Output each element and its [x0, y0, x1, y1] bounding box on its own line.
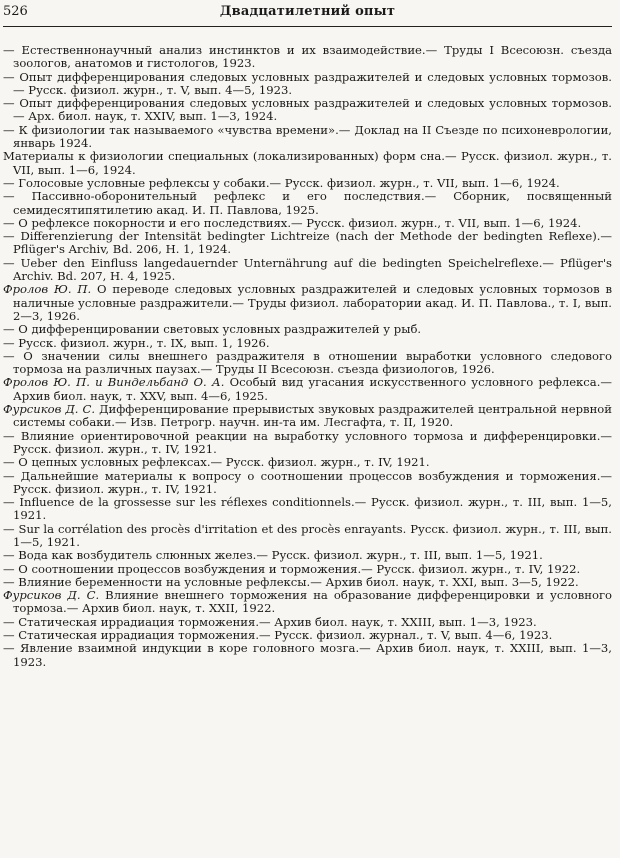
entry-text: — Пассивно-оборонительный рефлекс и его последствия.— Сборник, посвященный семидесятипятилетию акад. И. П. Павлова, 1925. — [3, 189, 612, 217]
bibliography-entry — [3, 430, 612, 457]
entry-text: — Влияние ориентировочной реакции на выработку условного тормоза и дифференцировки.— Русск. физиол. журн., т. IV, 1921. — [3, 428, 612, 456]
running-title: Двадцатилетний опыт — [219, 4, 396, 19]
bibliography-entry — [3, 563, 612, 576]
bibliography-entry — [3, 523, 612, 550]
entry-text: — Differenzierung der Intensität bedingter Lichtreize (nach der Methode der bedingten Reflexe).— Pflüger's Archiv, Bd. 206, H. 1, 1924. — [3, 229, 612, 257]
entry-text: — Статическая иррадиация торможения.— Архив биол. наук, т. XXIII, вып. 1—3, 1923. — [3, 614, 537, 629]
entry-text: — К физиологии так называемого «чувства времени».— Доклад на II Съезде по психоневрологии, январь 1924. — [3, 122, 612, 151]
bibliography-entry — [3, 190, 612, 217]
entry-text: — Influence de la grossesse sur les réflexes conditionnels.— Русск. физиол. журн., т. III, вып. 1—5, 1921. — [3, 495, 612, 523]
bibliography-entry — [3, 44, 612, 71]
bibliography-entry — [3, 150, 612, 177]
bibliography-entry — [3, 97, 612, 124]
bibliography-entry — [3, 350, 612, 377]
entry-text: — О рефлексе покорности и его последствиях.— Русск. физиол. журн., т. VII, вып. 1—6, 1924. — [3, 215, 582, 230]
entry-text: — Русск. физиол. журн., т. IX, вып. 1, 1926. — [3, 335, 270, 350]
entry-text: — О значении силы внешнего раздражителя в отношении выработки условного следового тормоза на различных паузах.— Труды II Всесоюзн. съезда физиологов, 1926. — [3, 348, 612, 377]
bibliography-entry — [3, 576, 612, 589]
bibliography-entry — [3, 376, 612, 403]
entry-text: — Явление взаимной индукции в коре головного мозга.— Архив биол. наук, т. XXIII, вып. 1—3, 1923. — [3, 641, 612, 669]
bibliography-entry — [3, 230, 612, 257]
entry-text: — Статическая иррадиация торможения.— Русск. физиол. журнал., т. V, вып. 4—6, 1923. — [3, 628, 553, 643]
bibliography-entry — [3, 470, 612, 497]
entry-author: Фурсиков Д. С. — [3, 588, 100, 603]
entry-text: О переводе следовых условных раздражителей и следовых условных тормозов в наличные условные раздражители.— Труды физиол. лаборатории акад. И. П. Павлова., т. I, вып. 2—3, 1926. — [13, 282, 612, 323]
bibliography-entry — [3, 629, 612, 642]
entry-text: — Естественнонаучный анализ инстинктов и их взаимодействие.— Труды I Всесоюзн. съезда зоологов, анатомов и гистологов, 1923. — [3, 43, 612, 71]
entry-text: — О цепных условных рефлексах.— Русск. физиол. журн., т. IV, 1921. — [3, 455, 430, 470]
bibliography-entry — [3, 217, 612, 230]
entry-text: — Sur la corrélation des procès d'irritation et des procès enrayants. Русск. физиол. журн., т. III, вып. 1—5, 1921. — [3, 521, 612, 549]
bibliography-entry — [3, 337, 612, 350]
entry-author: Фролов Ю. П. и Виндельбанд О. А. — [3, 375, 225, 390]
bibliography-entry — [3, 589, 612, 616]
entry-text: — Ueber den Einfluss langedauernder Unternährung auf die bedingten Speichelreflexe.— Pflüger's Archiv. Bd. 207, H. 4, 1925. — [3, 255, 612, 284]
bibliography-entry — [3, 71, 612, 98]
bibliography-entry — [3, 642, 612, 669]
bibliography-entry — [3, 496, 612, 523]
bibliography-entry — [3, 177, 612, 190]
page-header — [3, 4, 612, 27]
bibliography-list — [3, 44, 612, 669]
entry-text: — Дальнейшие материалы к вопросу о соотношении процессов возбуждения и торможения.— Русск. физиол. журн., т. IV, 1921. — [3, 468, 612, 496]
entry-text: — Опыт дифференцирования следовых условных раздражителей и следовых условных тормозов.— Арх. биол. наук, т. XXIV, вып. 1—3, 1924. — [3, 96, 612, 124]
bibliography-entry — [3, 283, 612, 323]
entry-author: Фролов Ю. П. — [3, 282, 92, 297]
bibliography-entry — [3, 124, 612, 151]
entry-text: — Голосовые условные рефлексы у собаки.— Русск. физиол. журн., т. VII, вып. 1—6, 1924. — [3, 175, 560, 190]
entry-text: — О соотношении процессов возбуждения и торможения.— Русск. физиол. журн., т. IV, 1922. — [3, 561, 581, 576]
bibliography-entry — [3, 616, 612, 629]
entry-text: Особый вид угасания искусственного условного рефлекса.— Архив биол. наук, т. XXV, вып. 4—6, 1925. — [13, 375, 612, 403]
bibliography-entry — [3, 257, 612, 284]
entry-text: — Вода как возбудитель слюнных желез.— Русск. физиол. журн., т. III, вып. 1—5, 1921. — [3, 548, 543, 563]
entry-text: Материалы к физиологии специальных (локализированных) форм сна.— Русск. физиол. журн., т. VII, вып. 1—6, 1924. — [3, 149, 612, 177]
bibliography-entry — [3, 549, 612, 562]
bibliography-entry — [3, 456, 612, 469]
bibliography-entry — [3, 403, 612, 430]
page-number: 526 — [3, 4, 28, 19]
bibliography-entry — [3, 323, 612, 336]
entry-author: Фурсиков Д. С. — [3, 402, 96, 417]
entry-text: Влияние внешнего торможения на образование дифференцировки и условного тормоза.— Архив биол. наук, т. XXII, 1922. — [13, 588, 612, 616]
entry-text: — Опыт дифференцирования следовых условных раздражителей и следовых условных тормозов.— Русск. физиол. журн., т. V, вып. 4—5, 1923. — [3, 69, 612, 97]
entry-text: — О дифференцировании световых условных раздражителей у рыб. — [3, 322, 422, 337]
entry-text: Дифференцирование прерывистых звуковых раздражителей центральной нервной системы собаки.— Изв. Петрогр. научн. ин-та им. Лесгафта, т. II, 1920. — [13, 402, 613, 430]
entry-text: — Влияние беременности на условные рефлексы.— Архив биол. наук, т. XXI, вып. 3—5, 1922. — [3, 574, 579, 589]
